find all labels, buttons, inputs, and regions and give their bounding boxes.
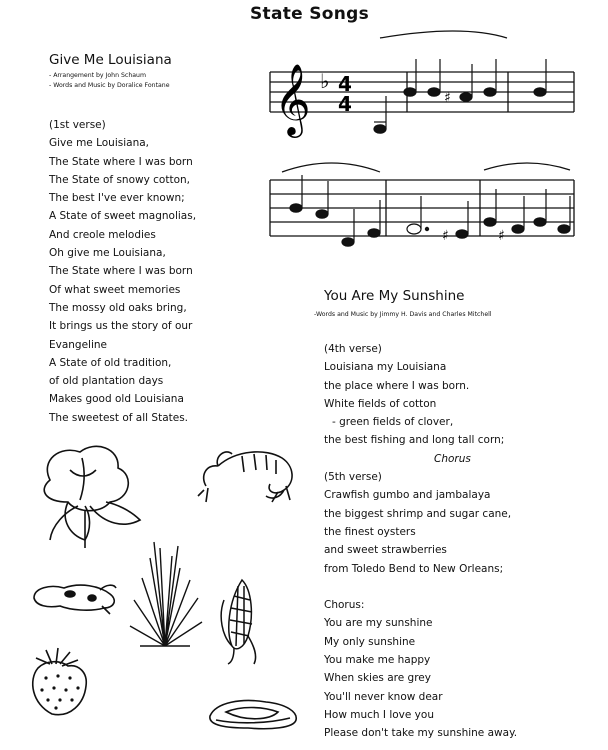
chorus-marker: Chorus [434,452,471,465]
lyric-line: And creole melodies [49,228,156,241]
lyric-line: Of what sweet memories [49,283,181,296]
lyric-line: Oh give me Louisiana, [49,247,166,260]
lyric-line: How much I love you [324,708,434,721]
lyric-line: You are my sunshine [324,617,433,630]
lyric-line: from Toledo Bend to New Orleans; [324,562,504,575]
blank-line [324,578,517,596]
song1-credit-words-music: - Words and Music by Doralice Fontane [49,82,170,89]
lyric-line: Louisiana my Louisiana [324,361,447,374]
lyric-line: (4th verse) [324,343,382,355]
lyric-line: (5th verse) [324,471,382,484]
song2-title: You Are My Sunshine [324,288,465,304]
song2-credit: -Words and Music by Jimmy H. Davis and Charles Mitchell [314,311,492,318]
song1-lyrics [49,116,196,427]
lyric-line: the biggest shrimp and sugar cane, [324,507,512,520]
lyric-line: When skies are grey [324,672,431,685]
lyric-line: The mossy old oaks bring, [49,301,187,314]
lyric-line: the place where I was born. [324,379,470,392]
lyric-line: Chorus: [324,599,365,612]
corn-ear-icon [214,576,264,666]
lyric-line: A State of sweet magnolias, [49,210,197,223]
song1-credit-arrangement: - Arrangement by John Schaum [49,72,146,79]
lyric-line: The State where I was born [49,265,193,278]
sharp-sign-icon: ♯ [442,228,449,244]
lyric-line: the best fishing and long tall corn; [324,434,505,447]
lyric-line: A State of old tradition, [49,356,172,369]
music-staff-1 [262,28,582,138]
time-sig-bottom: 4 [338,92,352,116]
sharp-sign-icon: ♯ [444,90,451,106]
song2-lyrics [324,340,517,743]
time-sig-top: 4 [338,72,352,96]
treble-clef-icon: 𝄞 [274,62,311,135]
lyric-line: the finest oysters [324,525,416,538]
lyric-line: My only sunshine [324,635,416,648]
shrimp-icon [196,446,306,506]
lyric-line: You make me happy [324,654,431,667]
lyric-line: (1st verse) [49,119,106,131]
flat-sign-icon: ♭ [320,69,330,93]
lyric-line: The sweetest of all States. [49,411,189,424]
lyric-line: Give me Louisiana, [49,137,150,150]
lyric-line: Evangeline [49,338,108,351]
cotton-boll-icon [30,440,150,550]
lyric-line: Makes good old Louisiana [49,393,184,406]
oyster-icon [206,694,302,734]
sharp-sign-icon: ♯ [498,228,505,244]
crawfish-icon [30,578,120,618]
page-title: State Songs [250,4,370,24]
lyric-line: You'll never know dear [324,690,443,703]
lyric-line: of old plantation days [49,375,164,388]
lyric-line: White fields of cotton [324,397,437,410]
strawberry-icon [24,644,94,720]
song1-credits [49,71,170,91]
lyric-line: Please don't take my sunshine away. [324,727,518,740]
lyric-line: It brings us the story of our [49,320,193,333]
sugar-cane-icon [120,538,210,648]
lyric-line: The State of snowy cotton, [49,173,190,186]
song1-title: Give Me Louisiana [49,52,172,68]
music-staff-2 [262,150,582,260]
lyric-line: Crawfish gumbo and jambalaya [324,489,491,502]
lyric-line: - green fields of clover, [332,416,454,429]
lyric-line: The State where I was born [49,155,193,168]
lyric-line: and sweet strawberries [324,544,447,557]
lyric-line: The best I've ever known; [49,192,185,205]
